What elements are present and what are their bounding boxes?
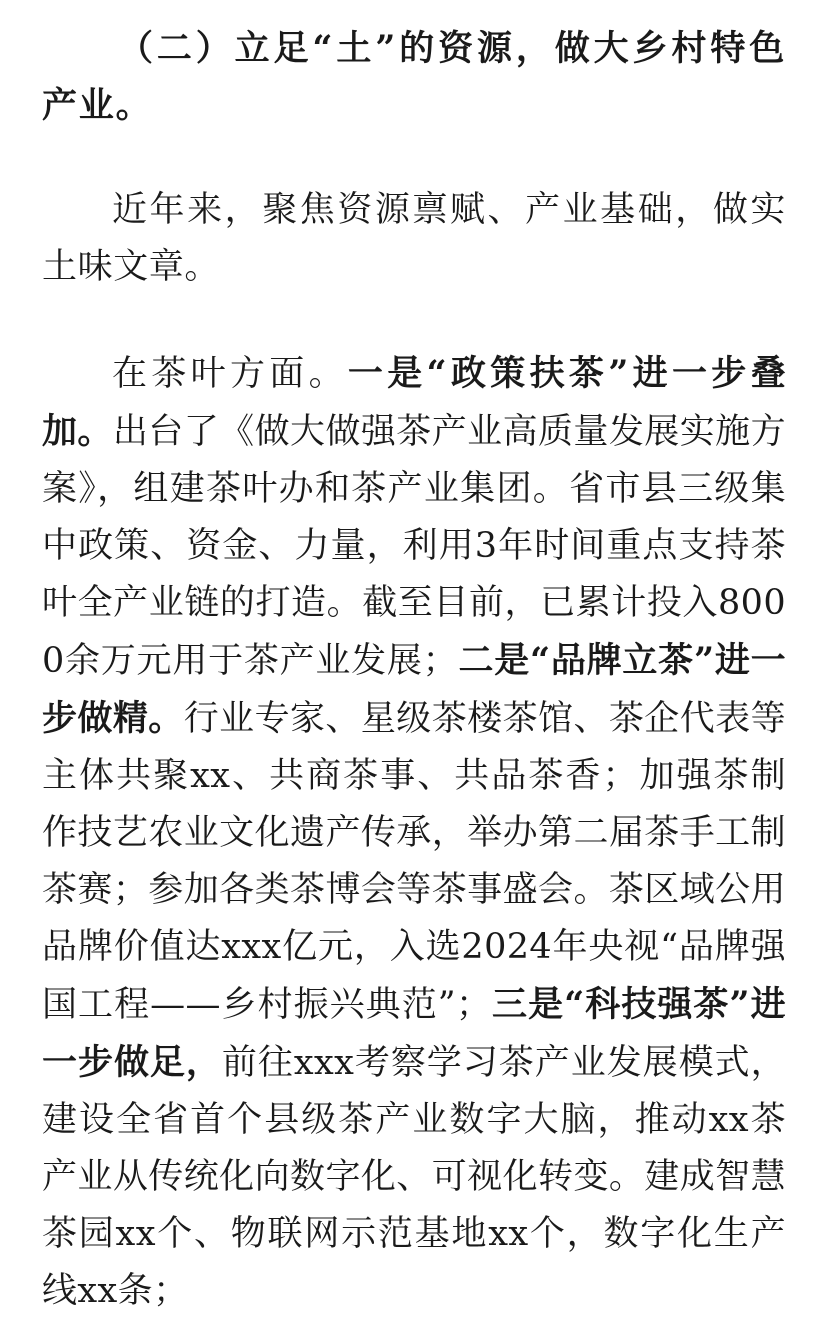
point1-body: 出台了《做大做强茶产业高质量发展实施方案》，组建茶叶办和茶产业集团。省市县三级集中政策、资金、力量，利用3年时间重点支持茶叶全产业链的打造。截至目前，已累计投入8000余万元用于茶产业发展； [42, 412, 786, 681]
tea-lead: 在茶叶方面。 [112, 354, 348, 394]
intro-paragraph: 近年来，聚焦资源禀赋、产业基础，做实土味文章。 [42, 190, 786, 287]
section-heading: （二）立足“土”的资源，做大乡村特色产业。 [42, 28, 786, 126]
point3-title: 三是“科技强茶”进一步做足， [42, 984, 786, 1083]
tea-paragraph [42, 345, 786, 1320]
point2-title: 二是“品牌立茶”进一步做精。 [42, 640, 787, 739]
point3-body: 前往xxx考察学习茶产业发展模式，建设全省首个县级茶产业数字大脑，推动xx茶产业从传统化向数字化、可视化转变。建成智慧茶园xx个、物联网示范基地xx个，数字化生产线xx条； [42, 1043, 786, 1311]
point2-body: 行业专家、星级茶楼茶馆、茶企代表等主体共聚xx、共商茶事、共品茶香；加强茶制作技艺农业文化遗产传承，举办第二届茶手工制茶赛；参加各类茶博会等茶事盛会。茶区域公用品牌价值达xxx亿元，入选2024年央视“品牌强国工程——乡村振兴典范”； [42, 699, 786, 1025]
point1-title: 一是“政策扶茶”进一步叠加。 [42, 353, 786, 452]
